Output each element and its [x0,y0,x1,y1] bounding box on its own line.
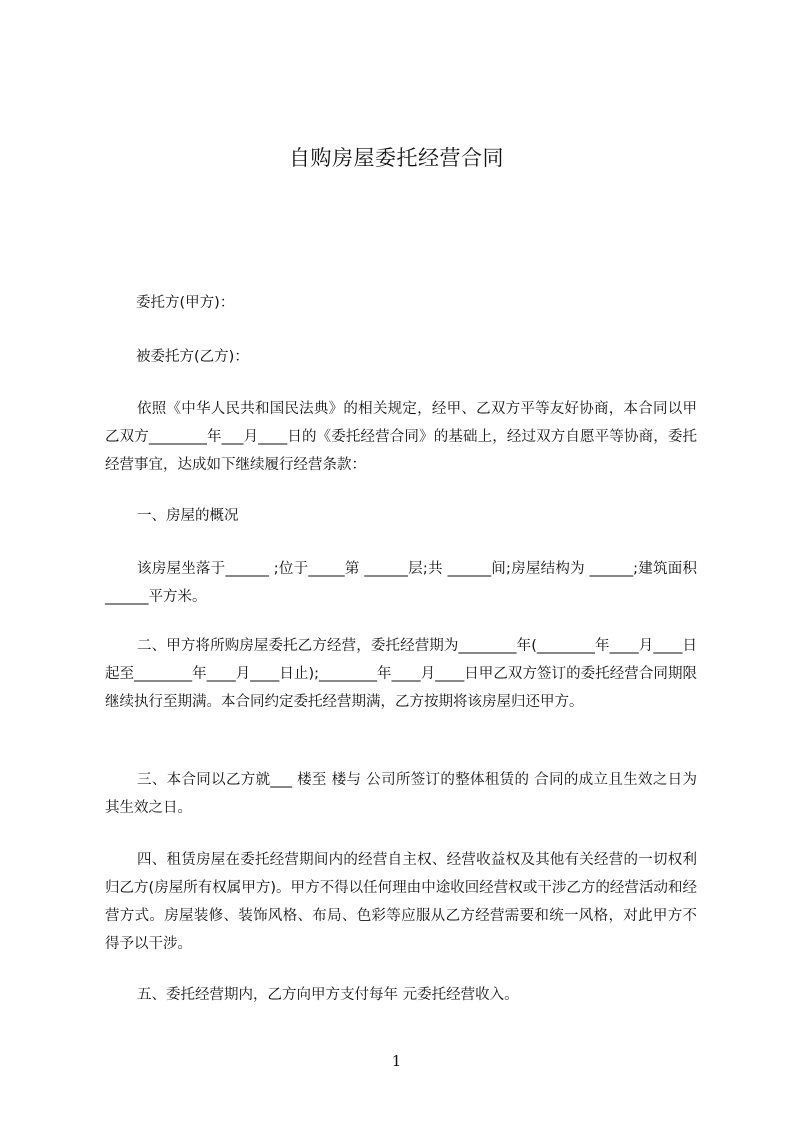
document-title: 自购房屋委托经营合同 [289,146,504,170]
party-a-line: 委托方(甲方)： [136,295,235,311]
section-4-paragraph: 四、租赁房屋在委托经营期间内的经营自主权、经营收益权及其他有关经营的一切权利归乙方(房屋所有权属甲方)。甲方不得以任何理由中途收回经营权或干涉乙方的经营活动和经营方式。房屋装修、装饰风格、布局、色彩等应服从乙方经营需要和统一风格，对此甲方不得予以干涉。 [105,852,697,952]
section-1-heading: 一、房屋的概况 [137,508,239,524]
section-2-paragraph: 二、甲方将所购房屋委托乙方经营，委托经营期为________年(________年____月____日起至________年____月____日止);________年____月____日甲乙双方签订的委托经营合同期限继续执行至期满。本合同约定委托经营期满，乙方按期将该房屋归还甲方。 [105,638,697,710]
party-b-line: 被委托方(乙方)： [136,349,249,365]
page-number: 1 [391,1052,402,1070]
section-5-paragraph: 五、委托经营期内，乙方向甲方支付每年 元委托经营收入。 [137,987,519,1003]
section-1-property-details: 该房屋坐落于______ ;位于_____第 ______层;共 ______间;房屋结构为 ______;建筑面积 ______平方米。 [105,561,697,605]
section-3-paragraph: 三、本合同以乙方就___ 楼至 楼与 公司所签订的整体租赁的 合同的成立且生效之日为其生效之日。 [105,772,697,816]
contract-basis-paragraph: 依照《中华人民共和国民法典》的相关规定，经甲、乙双方平等友好协商，本合同以甲乙双方________年___月____日的《委托经营合同》的基础上，经过双方自愿平等协商，委托经营事宜，达成如下继续履行经营条款： [105,401,697,473]
